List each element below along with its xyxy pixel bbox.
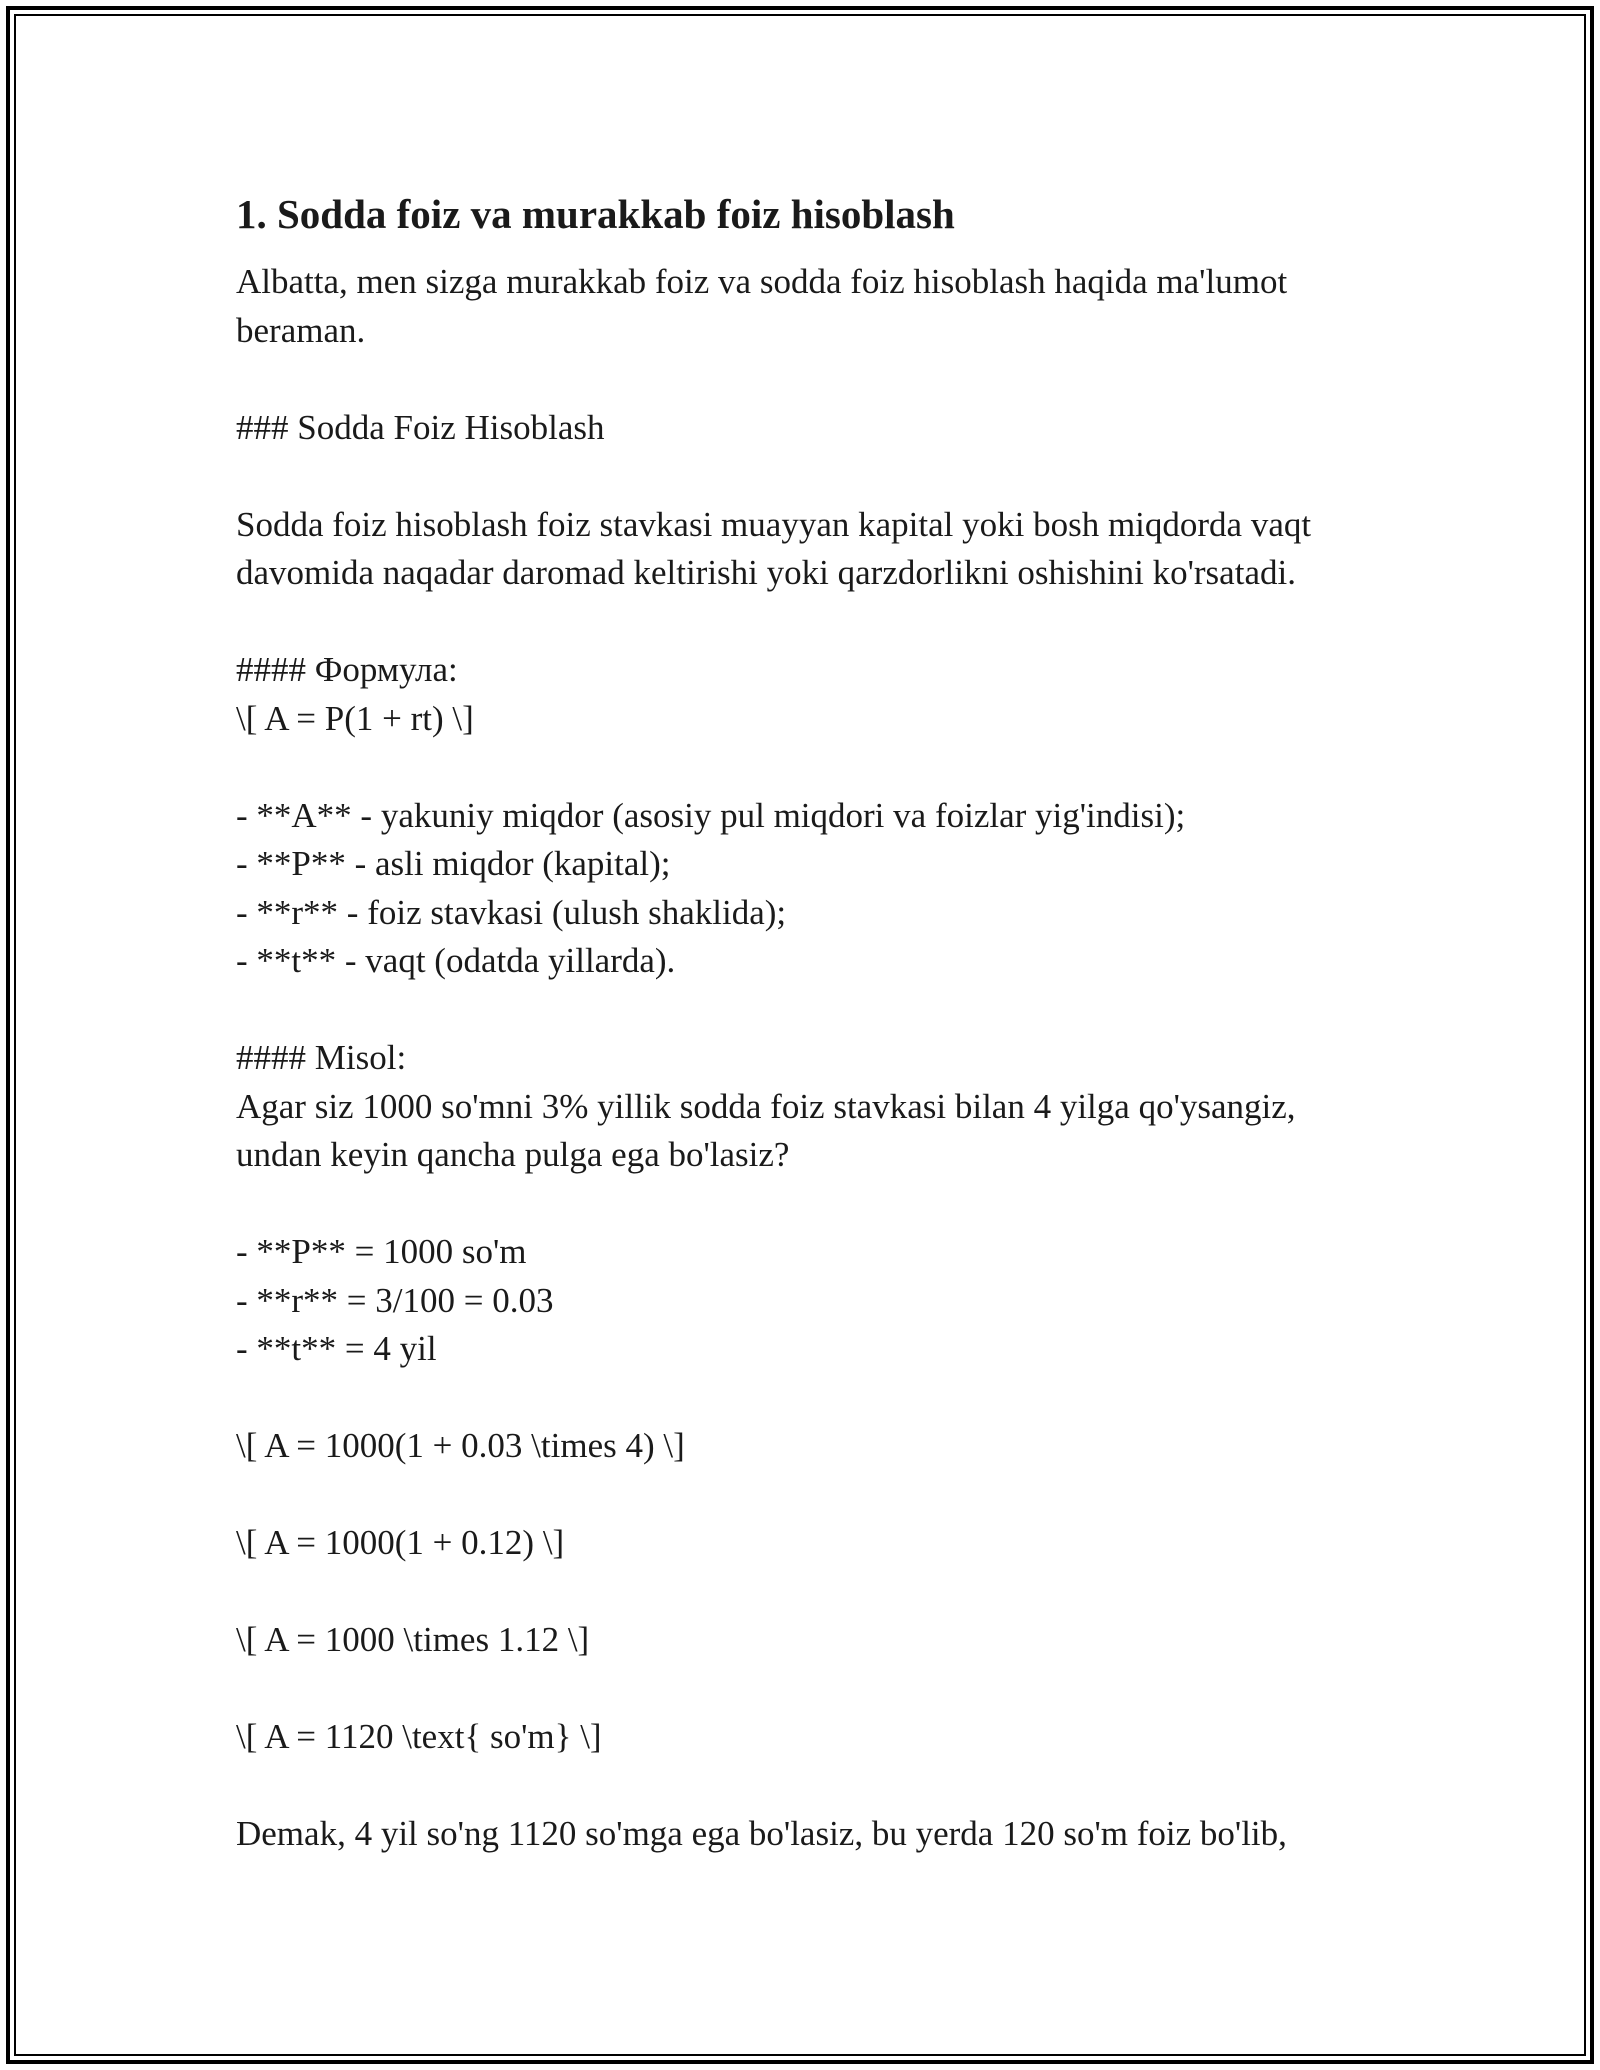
text-line: #### Misol: <box>236 1038 407 1077</box>
blank-line <box>236 1374 1396 1423</box>
text-line: beraman. <box>236 310 366 350</box>
document-body <box>236 258 1396 1859</box>
blank-line <box>236 1762 1396 1811</box>
text-line: davomida naqadar daromad keltirishi yoki qarzdorlikni oshishini ko'rsatadi. <box>236 553 1296 592</box>
text-line: - **r** - foiz stavkasi (ulush shaklida); <box>236 892 787 932</box>
text-line: Sodda foiz hisoblash foiz stavkasi muayyan kapital yoki bosh miqdorda vaqt <box>236 504 1312 544</box>
text-line: \[ A = P(1 + rt) \] <box>236 698 474 738</box>
blank-line <box>236 1180 1396 1229</box>
text-line: undan keyin qancha pulga ega bo'lasiz? <box>236 1135 790 1174</box>
text-line: - **P** = 1000 so'm <box>236 1232 527 1271</box>
text-line: #### Формула: <box>236 650 458 689</box>
text-line: Albatta, men sizga murakkab foiz va sodda foiz hisoblash haqida ma'lumot <box>236 262 1288 301</box>
blank-line <box>236 1471 1396 1520</box>
text-line: - **P** - asli miqdor (kapital); <box>236 844 671 883</box>
blank-line <box>236 986 1396 1035</box>
text-line: - **t** = 4 yil <box>236 1329 437 1368</box>
document-content <box>236 186 1396 1859</box>
blank-line <box>236 598 1396 647</box>
text-line: \[ A = 1120 \text{ so'm} \] <box>236 1717 602 1756</box>
text-line: \[ A = 1000(1 + 0.12) \] <box>236 1523 565 1562</box>
blank-line <box>236 1665 1396 1714</box>
text-line: - **t** - vaqt (odatda yillarda). <box>236 941 676 980</box>
text-line: Demak, 4 yil so'ng 1120 so'mga ega bo'lasiz, bu yerda 120 so'm foiz bo'lib, <box>236 1814 1287 1853</box>
text-line: - **r** = 3/100 = 0.03 <box>236 1280 554 1320</box>
text-line: \[ A = 1000 \times 1.12 \] <box>236 1620 590 1659</box>
blank-line <box>236 355 1396 404</box>
text-line: ### Sodda Foiz Hisoblash <box>236 407 605 447</box>
text-line: - **A** - yakuniy miqdor (asosiy pul miqdori va foizlar yig'indisi); <box>236 795 1186 835</box>
text-line: Agar siz 1000 so'mni 3% yillik sodda foiz stavkasi bilan 4 yilga qo'ysangiz, <box>236 1086 1296 1126</box>
blank-line <box>236 452 1396 501</box>
blank-line <box>236 1568 1396 1617</box>
text-line: \[ A = 1000(1 + 0.03 \times 4) \] <box>236 1426 685 1465</box>
document-title: 1. Sodda foiz va murakkab foiz hisoblash <box>236 191 955 237</box>
blank-line <box>236 743 1396 792</box>
